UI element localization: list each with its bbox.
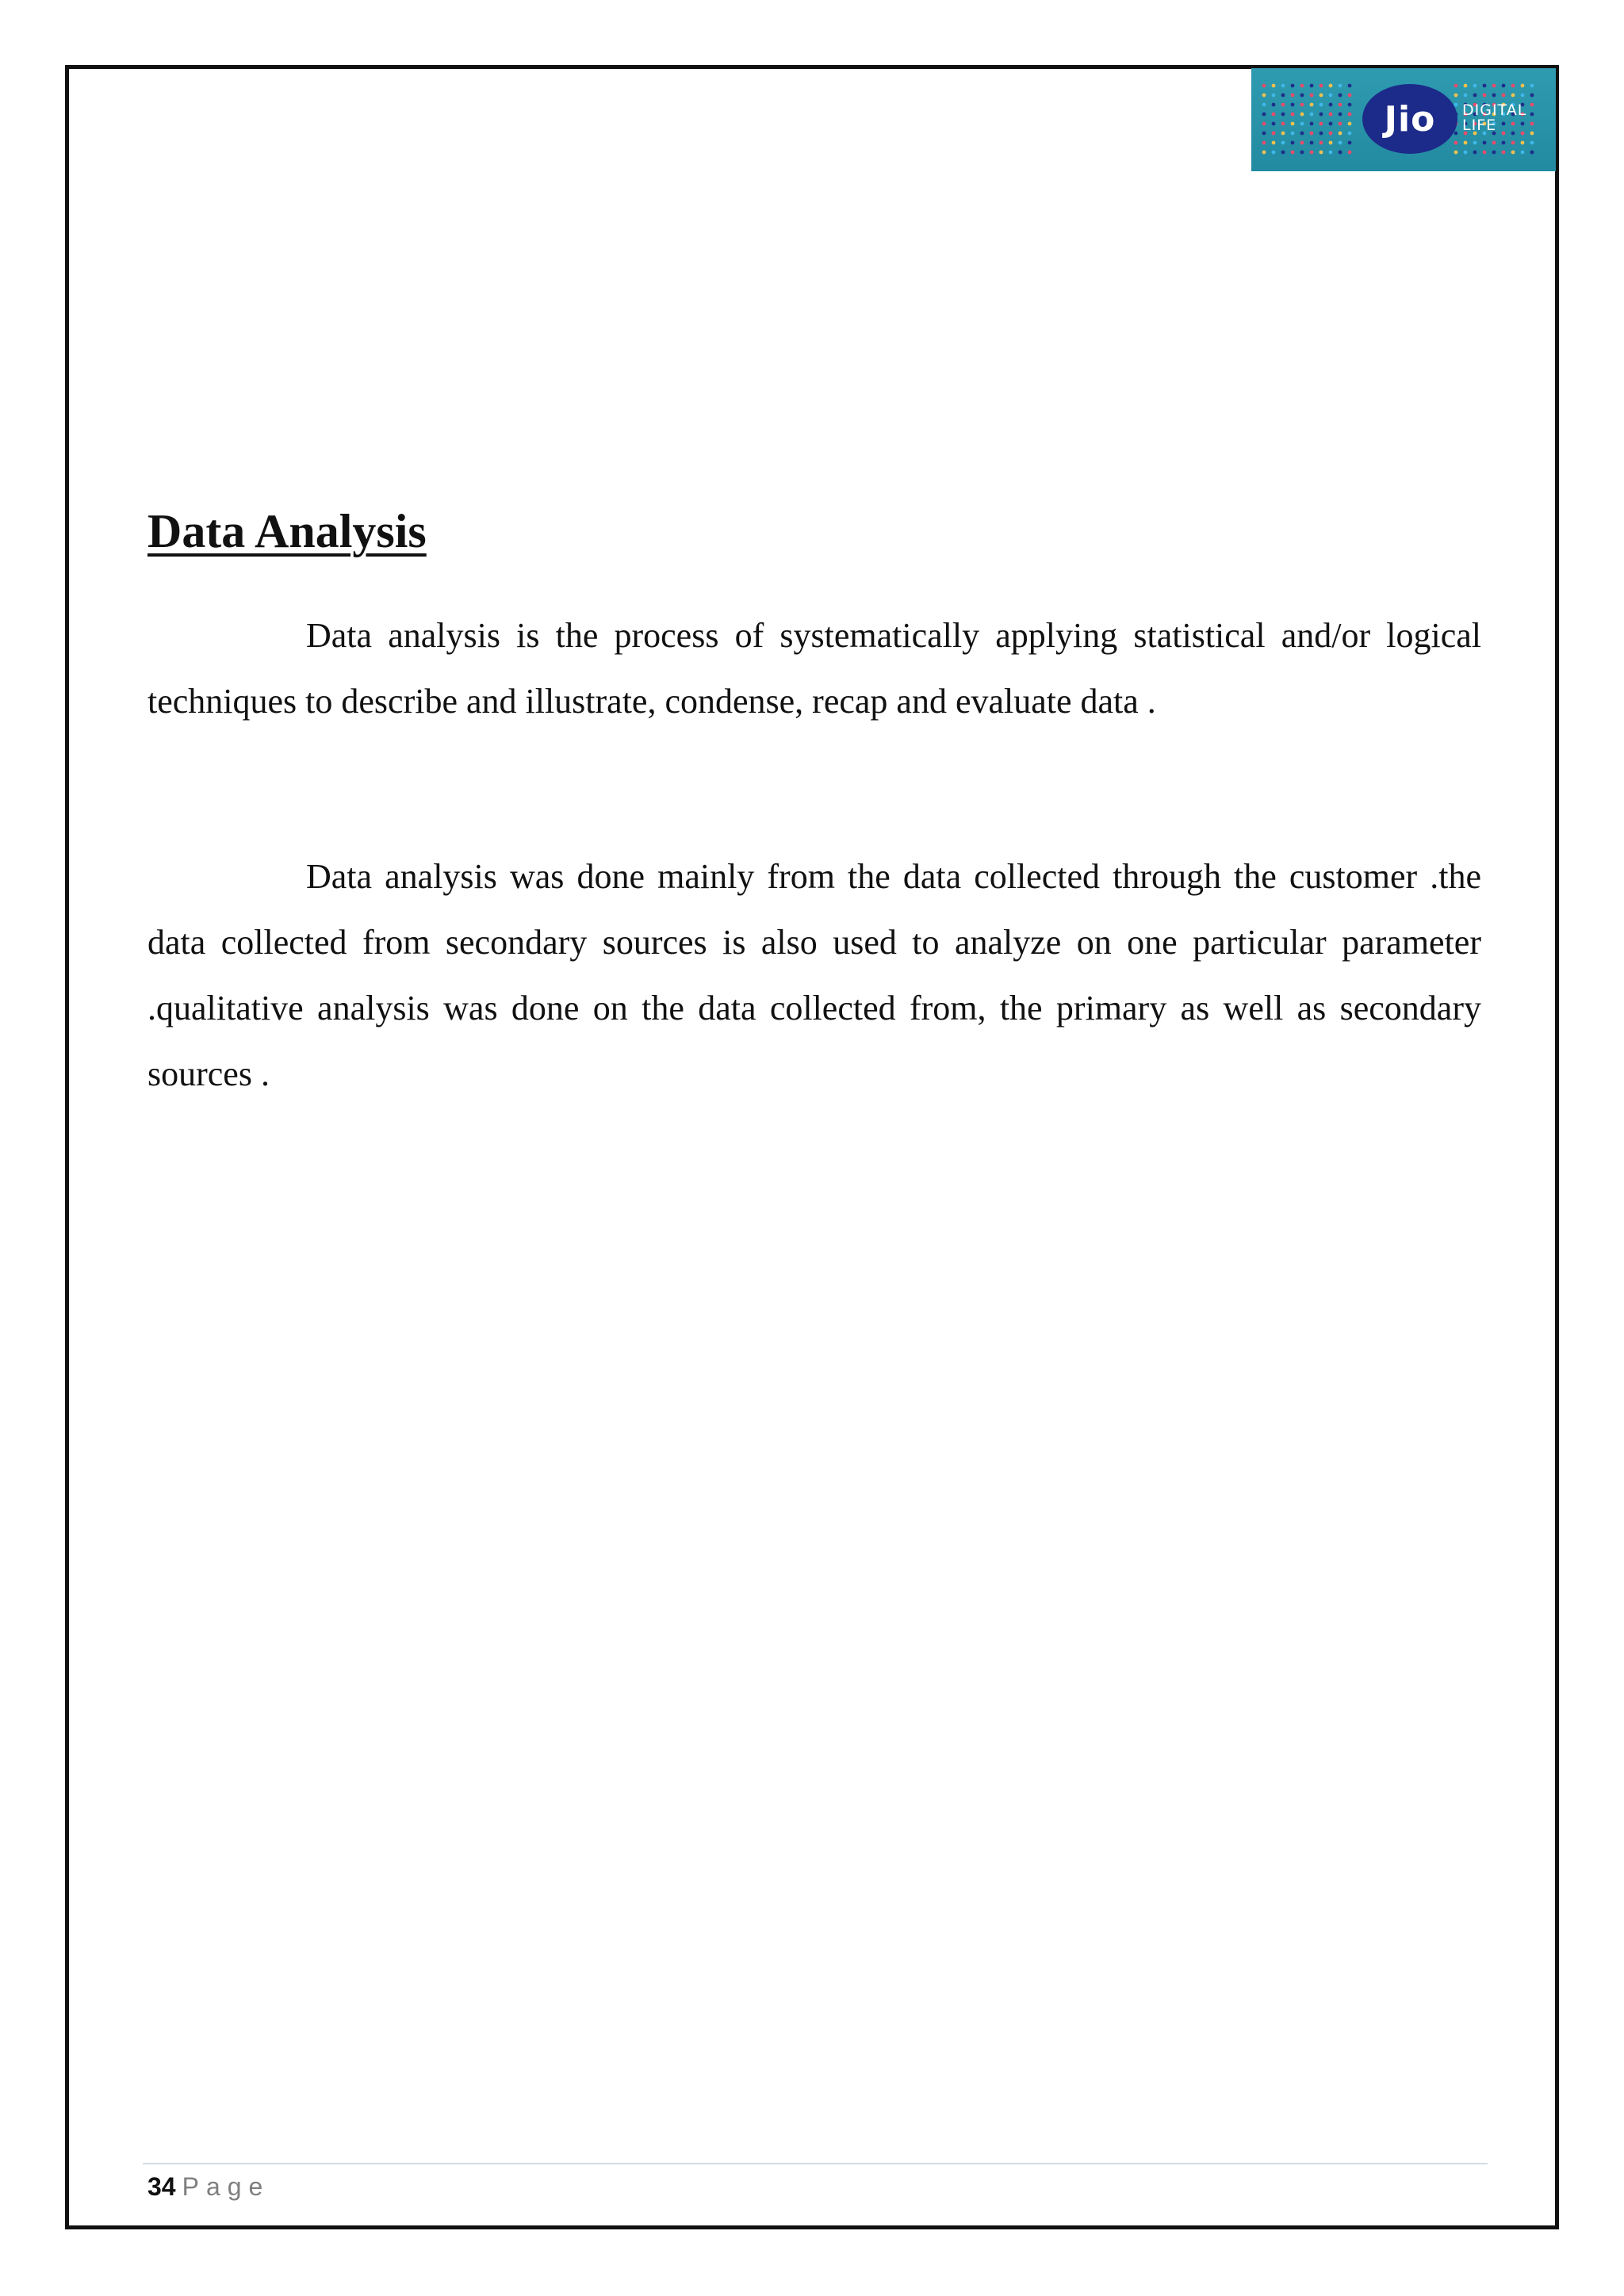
logo-dot: [1521, 151, 1525, 155]
logo-dot: [1348, 103, 1352, 107]
logo-dot: [1339, 94, 1342, 98]
logo-dot: [1262, 141, 1266, 145]
logo-dot: [1262, 151, 1266, 155]
logo-dot: [1502, 84, 1506, 88]
logo-dot: [1454, 94, 1458, 98]
logo-dot: [1291, 103, 1295, 107]
logo-dot: [1348, 122, 1352, 126]
logo-dot: [1339, 122, 1342, 126]
logo-dot: [1320, 151, 1323, 155]
logo-dot: [1329, 132, 1333, 136]
paragraph-definition: Data analysis is the process of systematically applying statistical and/or logical techniques to describe and illustrate, condense, recap and evaluate data .: [147, 616, 1481, 721]
logo-dot: [1464, 94, 1468, 98]
logo-dot: [1272, 151, 1276, 155]
logo-dot: [1291, 132, 1295, 136]
logo-dot: [1272, 113, 1276, 117]
logo-dot: [1348, 132, 1352, 136]
logo-dot: [1329, 113, 1333, 117]
logo-dot: [1272, 141, 1276, 145]
logo-dot: [1262, 113, 1266, 117]
logo-dot: [1310, 94, 1314, 98]
logo-dot: [1281, 122, 1285, 126]
logo-dot: [1310, 113, 1314, 117]
paragraph-method: Data analysis was done mainly from the data collected through the customer .the data collected from secondary sources is also used to analyze on one particular parameter .qualitative analysis was done on the data collected from, the primary as well as secondary sources .: [147, 857, 1481, 1093]
logo-dot: [1492, 141, 1496, 145]
logo-dot: [1492, 151, 1496, 155]
logo-dot: [1281, 94, 1285, 98]
logo-dot: [1492, 94, 1496, 98]
logo-dot: [1320, 132, 1323, 136]
logo-dot: [1464, 84, 1468, 88]
logo-dot: [1339, 151, 1342, 155]
logo-dot: [1339, 113, 1342, 117]
logo-dot: [1348, 141, 1352, 145]
logo-dot: [1530, 132, 1534, 136]
logo-dot: [1530, 84, 1534, 88]
logo-dot: [1291, 122, 1295, 126]
logo-dot: [1464, 151, 1468, 155]
logo-dot: [1464, 141, 1468, 145]
logo-dot: [1272, 94, 1276, 98]
page-border: [65, 65, 1559, 2229]
logo-dot: [1348, 94, 1352, 98]
logo-dot: [1329, 103, 1333, 107]
logo-tagline-digital: DIGITAL: [1462, 101, 1527, 119]
logo-dot: [1310, 84, 1314, 88]
logo-dot: [1310, 132, 1314, 136]
logo-dot: [1329, 94, 1333, 98]
logo-dot: [1272, 122, 1276, 126]
logo-dot: [1281, 84, 1285, 88]
logo-dot: [1272, 84, 1276, 88]
logo-dot: [1530, 103, 1534, 107]
page-label: Page: [182, 2172, 270, 2201]
page-footer: [147, 2171, 270, 2202]
logo-dot: [1348, 151, 1352, 155]
logo-dot: [1310, 122, 1314, 126]
logo-dot: [1511, 151, 1515, 155]
logo-dot: [1530, 122, 1534, 126]
logo-dot: [1310, 151, 1314, 155]
logo-dot: [1320, 103, 1323, 107]
logo-dot: [1320, 84, 1323, 88]
logo-dot: [1511, 84, 1515, 88]
logo-dot: [1291, 141, 1295, 145]
logo-dot: [1511, 94, 1515, 98]
logo-dot: [1454, 151, 1458, 155]
logo-dot: [1483, 151, 1487, 155]
logo-dot: [1329, 141, 1333, 145]
logo-dot: [1473, 141, 1477, 145]
logo-dot: [1262, 122, 1266, 126]
jio-digital-life-logo: [1251, 68, 1556, 171]
logo-dot: [1320, 141, 1323, 145]
logo-dot: [1272, 103, 1276, 107]
logo-tagline: [1462, 103, 1526, 133]
logo-dot: [1502, 141, 1506, 145]
logo-wordmark: Jio: [1362, 84, 1457, 154]
logo-dot: [1281, 151, 1285, 155]
logo-dot: [1473, 94, 1477, 98]
logo-dot: [1320, 122, 1323, 126]
page-number: 34: [147, 2172, 176, 2201]
logo-dot: [1483, 94, 1487, 98]
logo-dot: [1300, 84, 1304, 88]
logo-dot: [1291, 84, 1295, 88]
logo-dot: [1300, 151, 1304, 155]
logo-dot: [1300, 94, 1304, 98]
logo-dot: [1492, 84, 1496, 88]
logo-dot: [1521, 94, 1525, 98]
logo-tagline-life: LIFE: [1462, 117, 1497, 134]
logo-dot: [1339, 132, 1342, 136]
logo-dot: [1521, 84, 1525, 88]
logo-dot: [1262, 94, 1266, 98]
logo-dot: [1454, 103, 1458, 107]
logo-dot: [1339, 103, 1342, 107]
logo-dot: [1454, 84, 1458, 88]
logo-dot: [1281, 132, 1285, 136]
logo-dot: [1281, 113, 1285, 117]
logo-dot: [1300, 113, 1304, 117]
logo-dot: [1483, 84, 1487, 88]
logo-dot: [1272, 132, 1276, 136]
logo-dot: [1300, 122, 1304, 126]
logo-dot: [1329, 84, 1333, 88]
logo-dot: [1530, 94, 1534, 98]
logo-dot: [1530, 151, 1534, 155]
logo-dot: [1310, 141, 1314, 145]
logo-dot: [1320, 113, 1323, 117]
logo-dot: [1473, 151, 1477, 155]
logo-dot: [1329, 122, 1333, 126]
logo-dot: [1339, 84, 1342, 88]
logo-dot: [1291, 151, 1295, 155]
section-heading: Data Analysis: [147, 505, 427, 557]
logo-dot: [1320, 94, 1323, 98]
logo-dot: [1291, 113, 1295, 117]
logo-dot: [1502, 151, 1506, 155]
logo-dot: [1281, 141, 1285, 145]
logo-dot: [1530, 141, 1534, 145]
logo-dot: [1348, 113, 1352, 117]
logo-dot: [1262, 103, 1266, 107]
logo-dot: [1329, 151, 1333, 155]
logo-dot: [1530, 113, 1534, 117]
logo-dot: [1511, 141, 1515, 145]
logo-dot: [1291, 94, 1295, 98]
logo-dot: [1262, 84, 1266, 88]
logo-dot: [1300, 141, 1304, 145]
logo-dot: [1521, 141, 1525, 145]
logo-dot: [1281, 103, 1285, 107]
logo-dot: [1262, 132, 1266, 136]
footer-divider: [143, 2163, 1488, 2164]
logo-dot: [1300, 132, 1304, 136]
logo-dot: [1339, 141, 1342, 145]
logo-dot: [1473, 84, 1477, 88]
logo-dot: [1310, 103, 1314, 107]
logo-dot: [1454, 132, 1458, 136]
logo-dot: [1454, 141, 1458, 145]
logo-dot: [1483, 141, 1487, 145]
logo-dot: [1502, 94, 1506, 98]
logo-dot: [1348, 84, 1352, 88]
logo-dot: [1300, 103, 1304, 107]
